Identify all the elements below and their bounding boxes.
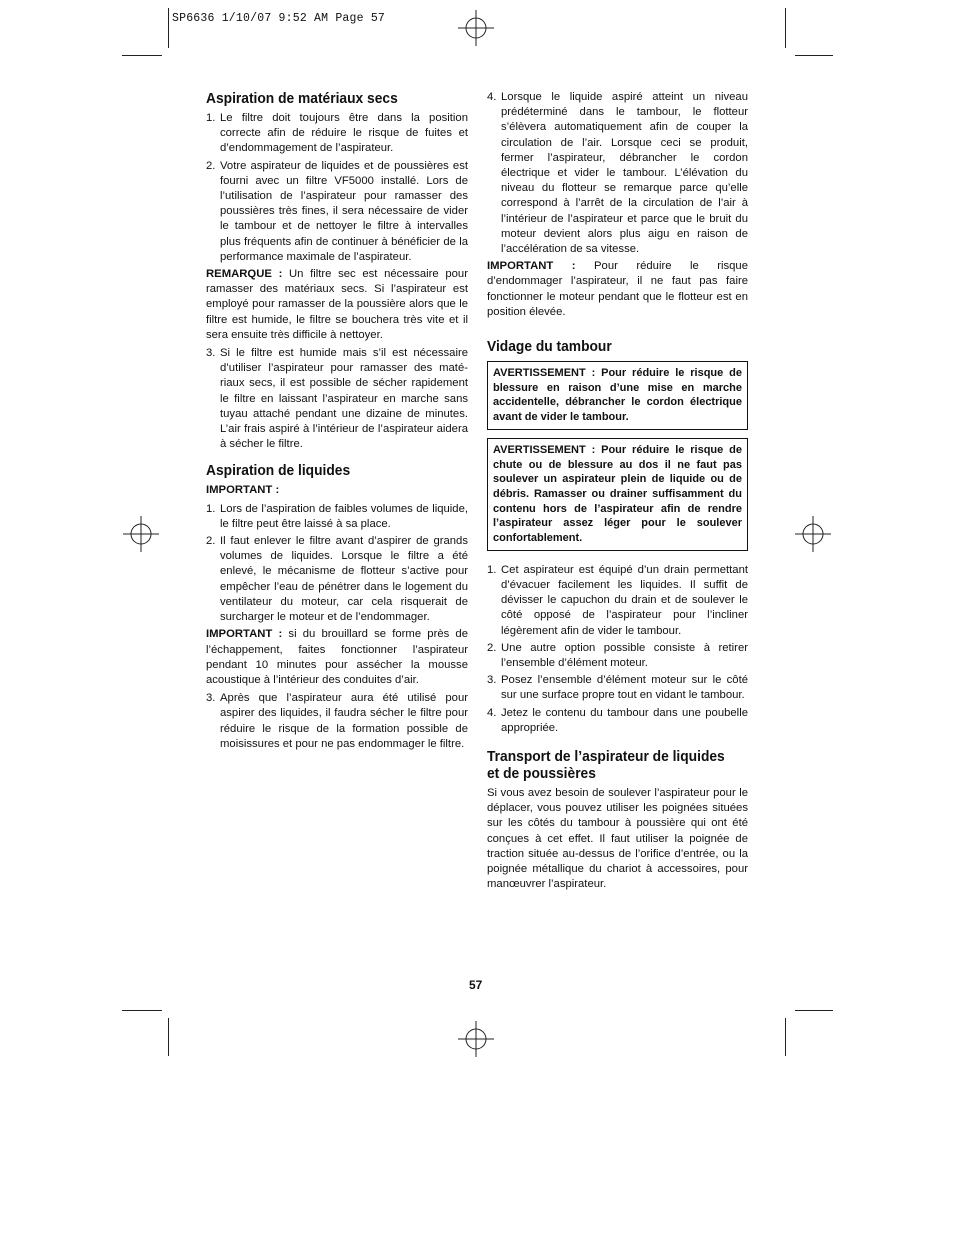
note-label: REMARQUE : — [206, 268, 283, 281]
item-number: 1. — [206, 502, 216, 515]
liquid-list-cont-2 — [487, 90, 748, 257]
item-number: 2. — [487, 641, 497, 654]
list-item — [206, 159, 468, 265]
liquid-list-cont — [206, 691, 468, 752]
important-label: IMPORTANT : — [206, 484, 280, 497]
note-paragraph — [206, 267, 468, 343]
list-item — [206, 534, 468, 625]
item-number: 1. — [487, 563, 497, 576]
important-label: IMPORTANT : — [487, 260, 576, 273]
item-text: Posez l’ensemble d’élément moteur sur le côté sur une surface propre tout en vidant le tambour. — [501, 674, 748, 702]
page-number: 57 — [469, 978, 483, 992]
list-item — [206, 111, 468, 157]
item-number: 2. — [206, 159, 216, 172]
registration-mark-top-icon — [458, 10, 494, 46]
warning-box: AVERTISSEMENT : Pour réduire le risque de chute ou de blessure au dos il ne faut pas soulever un aspirateur plein de liquide ou de débris. Ramasser ou drainer suffisamment du contenu hors de l’aspirateur afin de rendre l’aspirateur assez léger pour le soulever confortablement. — [487, 438, 748, 551]
list-item — [487, 563, 748, 639]
item-number: 1. — [206, 112, 216, 124]
item-text: Une autre option possible consiste à retirer l’ensemble d’élément moteur. — [501, 641, 748, 669]
item-text: Il faut enlever le filtre avant d’aspirer de grands volumes de liquides. Lorsque le filtre a été enlevé, le mécanisme de flotteur s’active pour empêcher l’eau de pénétrer dans le logement du ventilateur du moteur, car cela risquerait de surcharger le moteur et de l’endommager. — [220, 535, 468, 624]
item-text: Votre aspirateur de liquides et de poussières est fourni avec un filtre VF5000 installé. Lors de l’utilisation de l’aspirateur pour ramasser des poussières très fines, il sera nécessaire de vider le tambour et de nettoyer le filtre à intervalles plus fréquents afin de continuer à bénéficier de la performance maximale de l’aspirateur. — [220, 159, 468, 263]
list-item — [487, 641, 748, 671]
item-number: 3. — [487, 674, 497, 687]
section-title-dry: Aspiration de matériaux secs — [206, 90, 398, 107]
liquid-list — [206, 502, 468, 626]
list-item — [206, 502, 468, 532]
crop-mark-bottom-right-h — [795, 1010, 833, 1011]
item-text: Après que l’aspirateur aura été utilisé pour aspirer des liquides, il faudra sécher le filtre pour réduire le risque de la formation possible de moisissures et pour ne pas endommager le filtre. — [220, 692, 468, 750]
note-text: Un filtre sec est nécessaire pour ramasser des matériaux secs. Si l’aspirateur est employé pour ramasser de la poussière alors que le filtre est humide, le filtre se bouchera très vite et il sera ensuite très difficile à nettoyer. — [206, 268, 468, 341]
item-text: Cet aspirateur est équipé d’un drain permettant d’évacuer facilement les liquides. Il suffit de dévisser le capuchon du drain et de soulever le côté opposé de l’aspirateur pour l’incliner légèrement afin de vider le tambour. — [501, 563, 748, 637]
section-title-transport: Transport de l’aspirateur de liquides et de poussières — [487, 748, 725, 783]
dry-list — [206, 111, 468, 265]
right-column — [487, 90, 748, 895]
crop-mark-top-right-v — [785, 8, 786, 48]
item-number: 2. — [206, 535, 216, 548]
crop-mark-bottom-left-v — [168, 1018, 169, 1056]
item-number: 4. — [487, 706, 497, 719]
registration-mark-right-icon — [795, 516, 831, 552]
item-text: Lorsque le liquide aspiré atteint un niveau prédéterminé dans le tambour, le flotteur s’élèvera automatiquement afin de couper la circulation de l’air. Lorsque ceci se produit, fermer l’aspirateur, débrancher le cordon électrique et vider le tambour. L’élévation du niveau du flotteur se remarque parce qu’elle correspond à l’arrêt de la circulation de l’air à l’intérieur de l’aspirateur et parce que le bruit du moteur devient alors plus aigu en raison de l’accélération de sa vitesse. — [501, 91, 748, 256]
list-item — [206, 691, 468, 752]
important-text: si du brouillard se forme près de l’échappement, faites fonctionner l’aspirateur pendant 10 minutes pour assécher la mousse acoustique à l’intérieur des conduites d’air. — [206, 628, 468, 686]
crop-mark-bottom-left-h — [122, 1010, 162, 1011]
list-item — [487, 673, 748, 703]
crop-mark-top-left-h — [122, 55, 162, 56]
important-paragraph — [487, 259, 748, 320]
left-column — [206, 90, 468, 754]
crop-mark-top-left-v — [168, 8, 169, 48]
item-text: Lors de l’aspiration de faibles volumes de liquide, le filtre peut être laissé à sa place. — [220, 502, 468, 530]
item-number: 4. — [487, 91, 497, 103]
item-text: Si le filtre est humide mais s’il est nécessaire d’utiliser l’aspirateur pour ramasser des maté-riaux secs, il est possible de sécher rapidement le filtre en laissant l’aspirateur en marche sans tuyau attaché pendant une dizaine de minutes. L’air frais aspiré à l’intérieur de l’aspirateur aidera à sécher le filtre. — [220, 347, 468, 451]
list-item — [487, 706, 748, 736]
print-slug-line: SP6636 1/10/07 9:52 AM Page 57 — [172, 12, 386, 25]
item-number: 3. — [206, 347, 216, 360]
list-item — [206, 346, 468, 452]
item-text: Le filtre doit toujours être dans la position correcte afin de réduire le risque de fuites et d’endommagement de l’aspirateur. — [220, 112, 468, 155]
crop-mark-top-right-h — [795, 55, 833, 56]
item-text: Jetez le contenu du tambour dans une poubelle appropriée. — [501, 706, 748, 734]
section-title-drum: Vidage du tambour — [487, 338, 612, 356]
important-text: Pour réduire le risque d’endommager l’aspirateur, il ne faut pas faire fonctionner le moteur pendant que le flotteur est en position élevée. — [487, 260, 748, 318]
registration-mark-left-icon — [123, 516, 159, 552]
transport-paragraph: Si vous avez besoin de soulever l’aspirateur pour le déplacer, vous pouvez utiliser les poignées situées sur les côtés du tambour à poussière qui ont été conçues à cet effet. Il faut utiliser la poignée de traction située au-dessus de l’orifice d’entrée, ou la poignée métallique du chariot à accessoires, pour manœuvrer l’aspirateur. — [487, 787, 748, 891]
registration-mark-bottom-icon — [458, 1021, 494, 1057]
drum-list — [487, 563, 748, 736]
warning-box: AVERTISSEMENT : Pour réduire le risque de blessure en raison d’une mise en marche accidentelle, débrancher le cordon électrique avant de vider le tambour. — [487, 361, 748, 430]
important-paragraph — [206, 627, 468, 688]
list-item — [487, 90, 748, 257]
dry-list-cont — [206, 346, 468, 452]
item-number: 3. — [206, 692, 216, 705]
section-title-liquid: Aspiration de liquides — [206, 462, 351, 480]
crop-mark-bottom-right-v — [785, 1018, 786, 1056]
important-label: IMPORTANT : — [206, 628, 283, 641]
